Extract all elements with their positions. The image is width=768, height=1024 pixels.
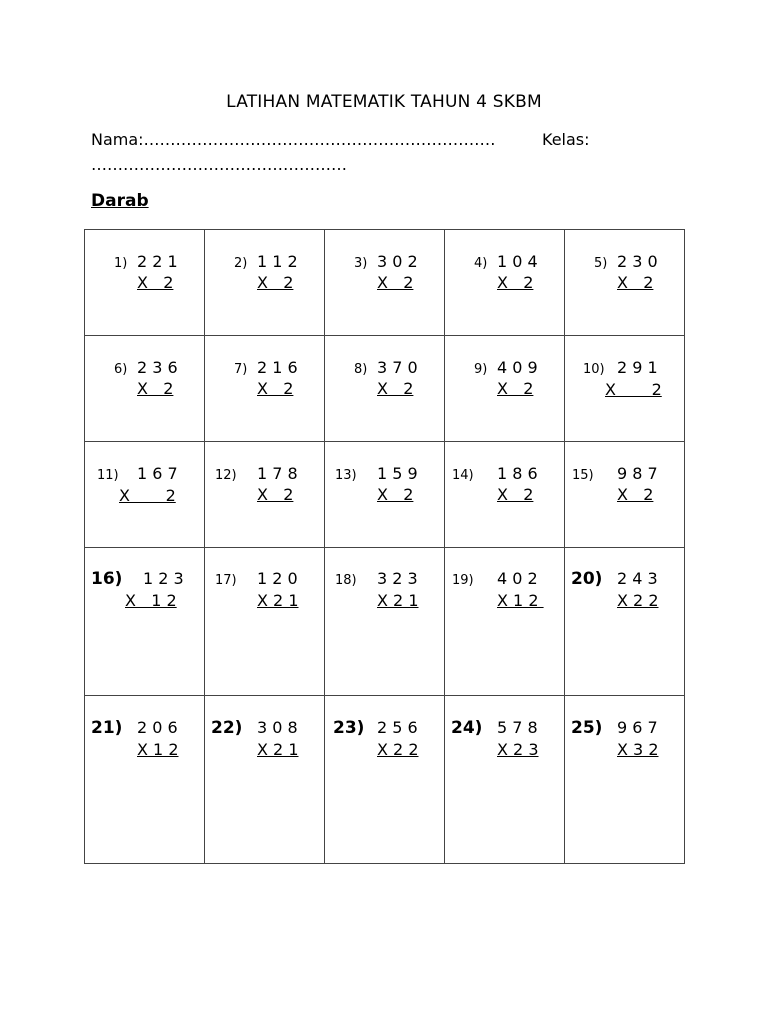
multiplier: X 2 2: [377, 740, 419, 759]
multiplier: X 2: [137, 379, 174, 398]
multiplier: X 2: [617, 273, 654, 292]
question-cell: [205, 548, 325, 696]
question-cell: [565, 548, 685, 696]
multiplier: X 2: [605, 380, 662, 399]
question-number: 22): [211, 718, 243, 738]
question-number: 21): [91, 718, 123, 738]
multiplicand: 4 0 2: [497, 569, 538, 588]
question-number: 10): [583, 362, 605, 377]
section-heading: Darab: [91, 191, 149, 211]
multiplicand: 2 2 1: [137, 252, 178, 271]
question-cell: [85, 696, 205, 864]
multiplicand: 1 8 6: [497, 464, 538, 483]
question-number: 14): [452, 468, 474, 483]
multiplicand: 1 2 0: [257, 569, 298, 588]
question-number: 20): [571, 569, 603, 589]
multiplier: X 2 2: [617, 591, 659, 610]
question-cell: [205, 442, 325, 548]
multiplicand: 2 5 6: [377, 718, 418, 737]
multiplier: X 2: [377, 485, 414, 504]
multiplicand: 2 9 1: [617, 358, 658, 377]
multiplier: X 2: [119, 486, 176, 505]
multiplicand: 1 7 8: [257, 464, 298, 483]
multiplier: X 2 3: [497, 740, 539, 759]
multiplicand: 1 0 4: [497, 252, 538, 271]
multiplicand: 1 1 2: [257, 252, 298, 271]
multiplier: X 2 1: [257, 740, 299, 759]
multiplicand: 5 7 8: [497, 718, 538, 737]
multiplier: X 2: [497, 379, 534, 398]
question-number: 3): [354, 256, 368, 271]
question-cell: [445, 696, 565, 864]
multiplier: X 2: [137, 273, 174, 292]
question-cell: [325, 336, 445, 442]
question-cell: [85, 548, 205, 696]
multiplicand: 9 6 7: [617, 718, 658, 737]
question-number: 15): [572, 468, 594, 483]
multiplicand: 3 7 0: [377, 358, 418, 377]
question-cell: [205, 230, 325, 336]
question-number: 23): [333, 718, 365, 738]
question-number: 17): [215, 573, 237, 588]
question-number: 16): [91, 569, 123, 589]
question-number: 2): [234, 256, 248, 271]
multiplier: X 1 2: [497, 591, 544, 610]
multiplicand: 2 1 6: [257, 358, 298, 377]
kelas-label: Kelas:: [542, 130, 590, 149]
question-number: 6): [114, 362, 128, 377]
multiplier: X 3 2: [617, 740, 659, 759]
question-cell: [445, 230, 565, 336]
question-cell: [85, 336, 205, 442]
multiplier: X 2: [617, 485, 654, 504]
multiplicand: 1 6 7: [137, 464, 178, 483]
multiplicand: 2 3 6: [137, 358, 178, 377]
question-cell: [325, 442, 445, 548]
question-number: 18): [335, 573, 357, 588]
multiplicand: 1 5 9: [377, 464, 418, 483]
question-number: 8): [354, 362, 368, 377]
multiplier: X 2: [377, 379, 414, 398]
question-grid: [84, 229, 685, 864]
question-number: 9): [474, 362, 488, 377]
multiplicand: 2 3 0: [617, 252, 658, 271]
multiplier: X 2: [257, 379, 294, 398]
question-number: 1): [114, 256, 128, 271]
question-cell: [565, 230, 685, 336]
multiplier: X 2 1: [257, 591, 299, 610]
question-cell: [565, 442, 685, 548]
question-cell: [325, 696, 445, 864]
multiplier: X 2: [257, 273, 294, 292]
multiplicand: 3 2 3: [377, 569, 418, 588]
multiplicand: 2 0 6: [137, 718, 178, 737]
question-cell: [205, 336, 325, 442]
kelas-field-dots: …………………………………………: [91, 155, 347, 174]
question-cell: [205, 696, 325, 864]
question-number: 11): [97, 468, 119, 483]
question-cell: [445, 442, 565, 548]
question-cell: [445, 548, 565, 696]
multiplier: X 2: [497, 485, 534, 504]
question-number: 4): [474, 256, 488, 271]
question-cell: [325, 548, 445, 696]
question-number: 13): [335, 468, 357, 483]
multiplicand: 1 2 3: [143, 569, 184, 588]
multiplier: X 1 2: [125, 591, 177, 610]
question-cell: [565, 336, 685, 442]
multiplicand: 3 0 2: [377, 252, 418, 271]
question-number: 5): [594, 256, 608, 271]
multiplicand: 4 0 9: [497, 358, 538, 377]
multiplicand: 2 4 3: [617, 569, 658, 588]
question-cell: [85, 230, 205, 336]
multiplicand: 9 8 7: [617, 464, 658, 483]
question-number: 19): [452, 573, 474, 588]
page-title: LATIHAN MATEMATIK TAHUN 4 SKBM: [226, 92, 542, 112]
multiplier: X 2: [497, 273, 534, 292]
question-number: 7): [234, 362, 248, 377]
multiplier: X 2: [377, 273, 414, 292]
question-cell: [325, 230, 445, 336]
multiplier: X 2: [257, 485, 294, 504]
question-cell: [445, 336, 565, 442]
multiplicand: 3 0 8: [257, 718, 298, 737]
question-cell: [85, 442, 205, 548]
multiplier: X 1 2: [137, 740, 179, 759]
question-number: 25): [571, 718, 603, 738]
multiplier: X 2 1: [377, 591, 419, 610]
question-number: 24): [451, 718, 483, 738]
question-number: 12): [215, 468, 237, 483]
question-cell: [565, 696, 685, 864]
nama-field: Nama:…………………………………………………………: [91, 130, 496, 149]
